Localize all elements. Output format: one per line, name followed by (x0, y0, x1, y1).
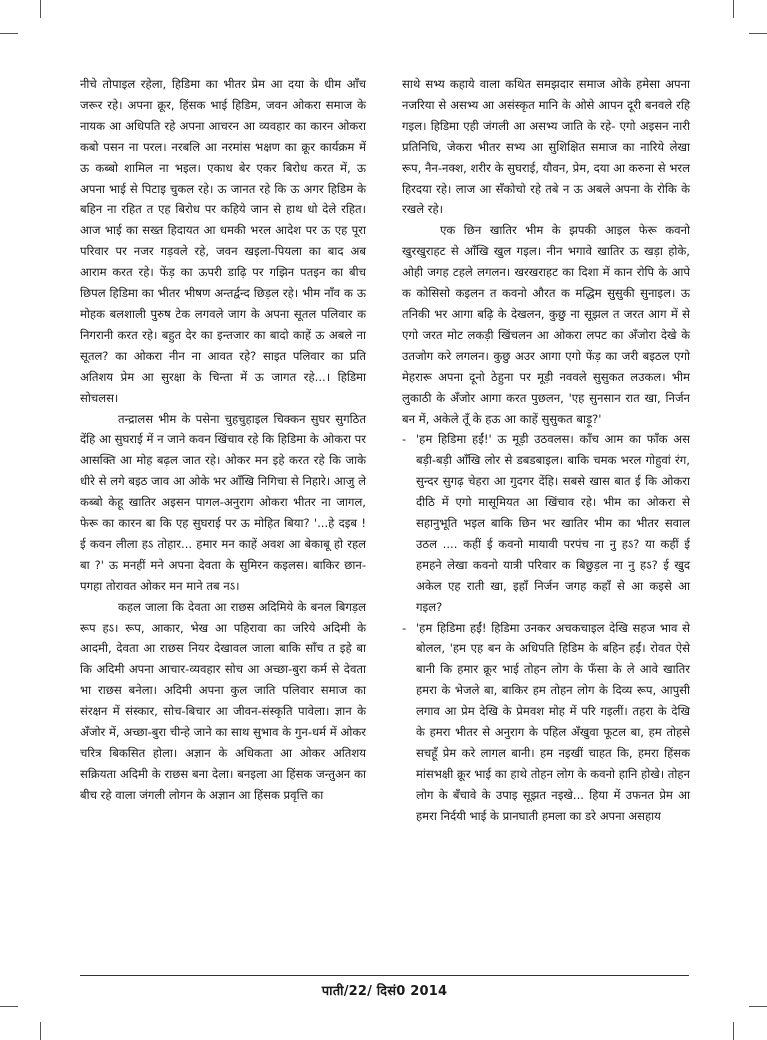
dash-marker: - (402, 432, 407, 447)
paragraph: तन्द्रालस भीम के पसेना चुहचुहाइल चिक्कन सुघर सुगठित देंहि आ सुघराई में न जाने कवन खिंचाव रहे कि हिडिमा के ओकरा पर आसक्ति आ मोह बढ़ल जात रहे। ओकर मन इहे करत रहे कि जाके धीरे से लगे बइठ जाव आ ओके भर आँखि निगिचा से निहारे। आजु ले कब्बो केहू खातिर अइसन पागल-अनुराग ओकरा भीतर ना जागल, फेरू का कारन बा कि एह सुघराई पर ऊ मोहित बिया? '...हे दइब ! ई कवन लीला हऽ तोहार... हमार मन काहें अवश आ बेकाबू हो रहल बा ?' ऊ मनहीं मने अपना देवता के सुमिरन कइलस। बाकिर छान-पगहा तोरावत ओकर मन माने तब नऽ। (80, 411, 366, 593)
paragraph: नीचे तोपाइल रहेला, हिडिमा का भीतर प्रेम आ दया के धीम आँच जरूर रहे। अपना क्रूर, हिंसक भाई हिडिम, जवन ओकरा समाज के नायक आ अधिपति रहे अपना आचरन आ व्यवहार का कारन ओकरा कबो पसन ना परल। नरबलि आ नरमांस भक्षण का क्रूर कार्यक्रम में ऊ कब्बो शामिल ना भइल। एकाध बेर एकर बिरोध करत में, ऊ अपना भाई से पिटाइ चुकल रहे। ऊ जानत रहे कि ऊ अगर हिडिम के बहिन ना रहित त एह बिरोध पर कहिये जान से हाथ धो देले रहित। आज भाई का सख्त हिदायत आ धमकी भरल आदेश पर ऊ एह पूरा परिवार पर नजर गड़वले रहे, जवन खइला-पियला का बाद अब आराम करत रहे। फेंड़ का ऊपरी डाढ़ि पर गझिन पतइन का बीच छिपल हिडिमा का भीतर भीषण अन्तर्द्वन्द छिड़ल रहे। भीम नाँव क ऊ मोहक बलशाली पुरुष टेक लगवले जाग के अपना सूतल पलिवार क निगरानी करत रहे। बहुत देर का इन्तजार का बादो काहें ऊ अबले ना सूतल? का ओकरा नीन ना आवत रहे? साइत पलिवार का प्रति अतिशय प्रेम आ सुरक्षा के चिन्ता में ऊ जागत रहे...। हिडिमा सोचलस। (80, 77, 366, 405)
crop-mark (733, 1022, 734, 1040)
paragraph: एक छिन खातिर भीम के झपकी आइल फेरू कवनो खुरखुराहट से आँखि खुल गइल। नीन भगावे खातिर ऊ खड़ा होके, ओही जगह टहले लगलन। खरखराहट का दिशा में कान रोपि के आपे क कोसिसो कइलन त कवनो औरत क मद्धिम सुसुकी सुनाइल। ऊ तनिकी भर आगा बढ़ि के देखलन, कुछु ना सूझल त जरत आग में से एगो जरत मोट लकड़ी खिंचलन आ ओकरा लपट का अँजोरा देखे के उतजोग करे लगलन। कुछु अउर आगा एगो फेंड़ का जरी बइठल एगो मेहरारू अपना दूनो ठेहुना पर मूड़ी नववले सुसुकत लउकल। भीम लुकाठी के अँजोर आगा करत पुछलन, 'एह सुनसान रात खा, निर्जन बन में, अकेले तूँ के हऊ आ काहें सुसुकत बाड़ू?' (402, 223, 690, 426)
dialogue-item (402, 429, 690, 617)
page-footer: पाती/22/ दिसं0 2014 (321, 984, 448, 999)
crop-mark (0, 33, 18, 34)
dialogue-text: 'हम हिडिमा हईं!' ऊ मूड़ी उठवलस। काँच आम का फाँक अस बड़ी-बड़ी आँखि लोर से डबडबाइल। बाकि चमक भरल गोहुवां रंग, सुन्दर सुगढ़ चेहरा आ गुदगर देंहि। सबसे खास बात ई कि ओकरा दीठि में एगो मासूमियत आ खिंचाव रहे। भीम का ओकरा से सहानुभूति भइल बाकि छिन भर खातिर भीम का भीतर सवाल उठल .... कहीं ई कवनो मायावी परपंच ना नु हऽ? या कहीं ई हमहने लेखा कवनो यात्री परिवार क बिछुड़ल ना नु हऽ? ई खुद अकेल एह राती खा, इहाँ निर्जन जगह कहाँ से आ कइसे आ गइल? (416, 432, 690, 614)
right-column (402, 74, 690, 827)
footer-rule (80, 975, 689, 976)
paragraph: कहल जाला कि देवता आ राछस अदिमिये के बनल बिगड़ल रूप हऽ। रूप, आकार, भेख आ पहिरावा का जरिये अदिमी के आदमी, देवता आ राछस नियर देखावल जाला बाकि साँच त इहे बा कि अदिमी अपना आचार-व्यवहार सोच आ अच्छा-बुरा कर्म से देवता भा राछस बनेला। अदिमी अपना कुल जाति पलिवार समाज का संरक्षन में संस्कार, सोच-बिचार आ जीवन-संस्कृति पावेला। ज्ञान के अँजोर में, अच्छा-बुरा चीन्हे जाने का साथ सुभाव के गुन-धर्म में ओकर चरित्र बिकसित होला। अज्ञान के अधिकता आ ओकर अतिशय सक्रियता अदिमी के राछस बना देला। बनइला आ हिंसक जन्तुअन का बीच रहे वाला जंगली लोगन के अज्ञान आ हिंसक प्रवृत्ति का (80, 599, 366, 802)
dialogue-item (402, 618, 690, 827)
crop-mark (0, 1006, 18, 1007)
left-column (80, 74, 366, 806)
crop-mark (749, 33, 767, 34)
crop-mark (40, 1022, 41, 1040)
crop-mark (749, 1006, 767, 1007)
dialogue-text: 'हम हिडिमा हईं! हिडिमा उनकर अचकचाइल देखि सहज भाव से बोलल, 'हम एह बन के अधिपति हिडिम के बहिन हईं। रोवत ऐसे बानी कि हमार क्रूर भाई तोहन लोग के फँसा के ले आवे खातिर हमरा के भेजले बा, बाकिर हम तोहन लोग के दिव्य रूप, आपुसी लगाव आ प्रेम देखि के प्रेमवश मोह में परि गइलीं। तहरा के देखि के हमरा भीतर से अनुराग के पहिल अँखुवा फूटल बा, हम तोहसे सचहूँ प्रेम करे लागल बानी। हम नइखीं चाहत कि, हमरा हिंसक मांसभक्षी क्रूर भाई का हाथे तोहन लोग के कवनो हानि होखे। तोहन लोग के बँचावे के उपाइ सूझत नइखे... हिया में उफनत प्रेम आ हमरा निर्दयी भाई के प्रानघाती हमला का डरे अपना असहाय (416, 620, 690, 823)
paragraph: साथे सभ्य कहाये वाला कथित समझदार समाज ओके हमेसा अपना नजरिया से असभ्य आ असंस्कृत मानि के ओसे आपन दूरी बनवले रहि गइल। हिडिमा एही जंगली आ असभ्य जाति के रहे- एगो अइसन नारी प्रतिनिधि, जेकरा भीतर सभ्य आ सुशिक्षित समाज का नारिये लेखा रूप, नैन-नक्श, शरीर के सुघराई, यौवन, प्रेम, दया आ करुना से भरल हिरदया रहे। लाज आ सँकोचो रहे तबे न ऊ अबले अपना के रोकि के रखले रहे। (402, 77, 690, 217)
crop-mark (40, 0, 41, 18)
crop-mark (733, 0, 734, 18)
dash-marker: - (402, 620, 407, 635)
